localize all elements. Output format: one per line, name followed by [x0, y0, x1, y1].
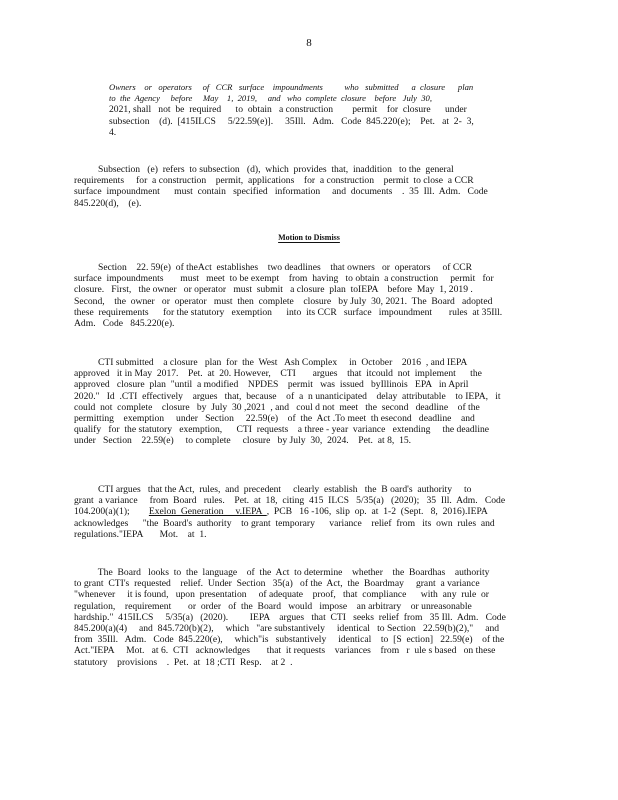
case-citation: Exelon Generation v.IEPA	[148, 506, 267, 518]
paragraph-line: grant a variance from Board rules. Pet. at 18, citing 415 ILCS 5/35(a) (2020); 35 Ill. Adm. Code	[74, 495, 506, 507]
paragraph-line: The Board looks to the language of the Act to determine whether the Boardhas authority	[74, 567, 490, 578]
paragraph-line: Section 22. 59(e) of theAct establishes two deadlines that owners or operators of CCR	[74, 262, 473, 273]
paragraph-line: from 35Ill. Adm. Code 845.220(e), which"is substantively identical to [S ection] 22.59(e) of the	[74, 634, 505, 646]
quote-line: 4.	[109, 126, 117, 138]
statutory-quote	[109, 82, 474, 138]
paragraph-line: Act."IEPA Mot. at 6. CTI acknowledges that it requests variances from r ule s based on these	[74, 645, 496, 657]
paragraph-line: CTI submitted a closure plan for the West Ash Complex in October 2016 , and IEPA	[74, 357, 468, 368]
paragraph-line: approved closure plan "until a modified NPDES permit was issued byIllinois EPA in April	[74, 379, 469, 391]
section-heading	[0, 233, 618, 242]
paragraph-subsection-e	[74, 164, 488, 209]
paragraph-line: surface impoundments must meet to be exempt from having to obtain a construction permit for	[74, 273, 494, 285]
paragraph-line: requirements for a construction permit, applications for a construction permit to close a CCR	[74, 175, 474, 187]
paragraph-line: 845.220(d), (e).	[74, 197, 142, 209]
section-heading-text: Motion to Dismiss	[278, 233, 340, 242]
quote-line: subsection (d). [415ILCS 5/22.59(e)]. 35Ill. Adm. Code 845.220(e); Pet. at 2- 3,	[109, 115, 474, 127]
paragraph-line: to grant CTI's requested relief. Under Section 35(a) of the Act, the Boardmay grant a variance	[74, 578, 480, 590]
paragraph-line: qualify for the statutory exemption, CTI requests a three - year variance extending the deadline	[74, 424, 490, 436]
paragraph-line: Subsection (e) refers to subsection (d), which provides that, inaddition to the general	[74, 164, 454, 175]
paragraph-line: these requirements for the statutory exemption into its CCR surface impoundment rules at 35Ill.	[74, 306, 503, 318]
paragraph-line: statutory provisions . Pet. at 18 ;CTI Resp. at 2 .	[74, 656, 293, 668]
paragraph-line: under Section 22.59(e) to complete closure by July 30, 2024. Pet. at 8, 15.	[74, 435, 412, 447]
paragraph-section-22-59e	[74, 262, 502, 329]
paragraph-line: acknowledges "the Board's authority to grant temporary variance relief from its own rules and	[74, 517, 495, 529]
quote-line: 2021, shall not be required to obtain a construction permit for closure under	[109, 104, 467, 116]
paragraph-line: hardship." 415ILCS 5/35(a) (2020). IEPA argues that CTI seeks relief from 35 Ill. Adm. Code	[74, 611, 506, 623]
paragraph-line: Adm. Code 845.220(e).	[74, 318, 175, 330]
paragraph-line: could not complete closure by July 30 ,2021 , and coul d not meet the second deadline of the	[74, 401, 480, 413]
paragraph-line: 2020." Id .CTI effectively argues that, because of a n unanticipated delay attributable to IEPA, it	[74, 390, 501, 402]
page-number: 8	[306, 37, 312, 49]
paragraph-line: 845.200(a)(4) and 845.720(b)(2), which "are substantively identical to Section 22.59(b)(2)," and	[74, 623, 500, 635]
paragraph-line: permitting exemption under Section 22.59(e) of the Act .To meet th esecond deadline and	[74, 413, 475, 425]
paragraph-cti-argues	[74, 484, 505, 540]
paragraph-line: surface impoundment must contain specified information and documents . 35 Ill. Adm. Code	[74, 186, 488, 198]
paragraph-line: "whenever it is found, upon presentation of adequate proof, that compliance with any rule or	[74, 589, 490, 601]
quote-line: Owners or operators of CCR surface impoundments who submitted a closure plan	[109, 82, 474, 92]
paragraph-line: regulations."IEPA Mot. at 1.	[74, 528, 207, 540]
paragraph-line: Second, the owner or operator must then complete closure by July 30, 2021. The Board adopted	[74, 295, 493, 307]
paragraph-board-looks	[74, 567, 506, 668]
quote-line: to the Agency before May 1, 2019, and who complete closure before July 30,	[109, 93, 432, 104]
paragraph-cti-submitted	[74, 357, 501, 447]
paragraph-line: closure. First, the owner or operator must submit a closure plan toIEPA before May 1, 2019 .	[74, 284, 473, 296]
paragraph-line: CTI argues that the Act, rules, and precedent clearly establish the B oard's authority to	[74, 484, 472, 495]
paragraph-line: 104.200(a)(1); Exelon Generation v.IEPA , PCB 16 -106, slip op. at 1-2 (Sept. 8, 2016).IEPA	[74, 506, 488, 518]
paragraph-line: approved it in May 2017. Pet. at 20. However, CTI argues that itcould not implement the	[74, 368, 482, 380]
paragraph-line: regulation, requirement or order of the Board would impose an arbitrary or unreasonable	[74, 600, 472, 612]
